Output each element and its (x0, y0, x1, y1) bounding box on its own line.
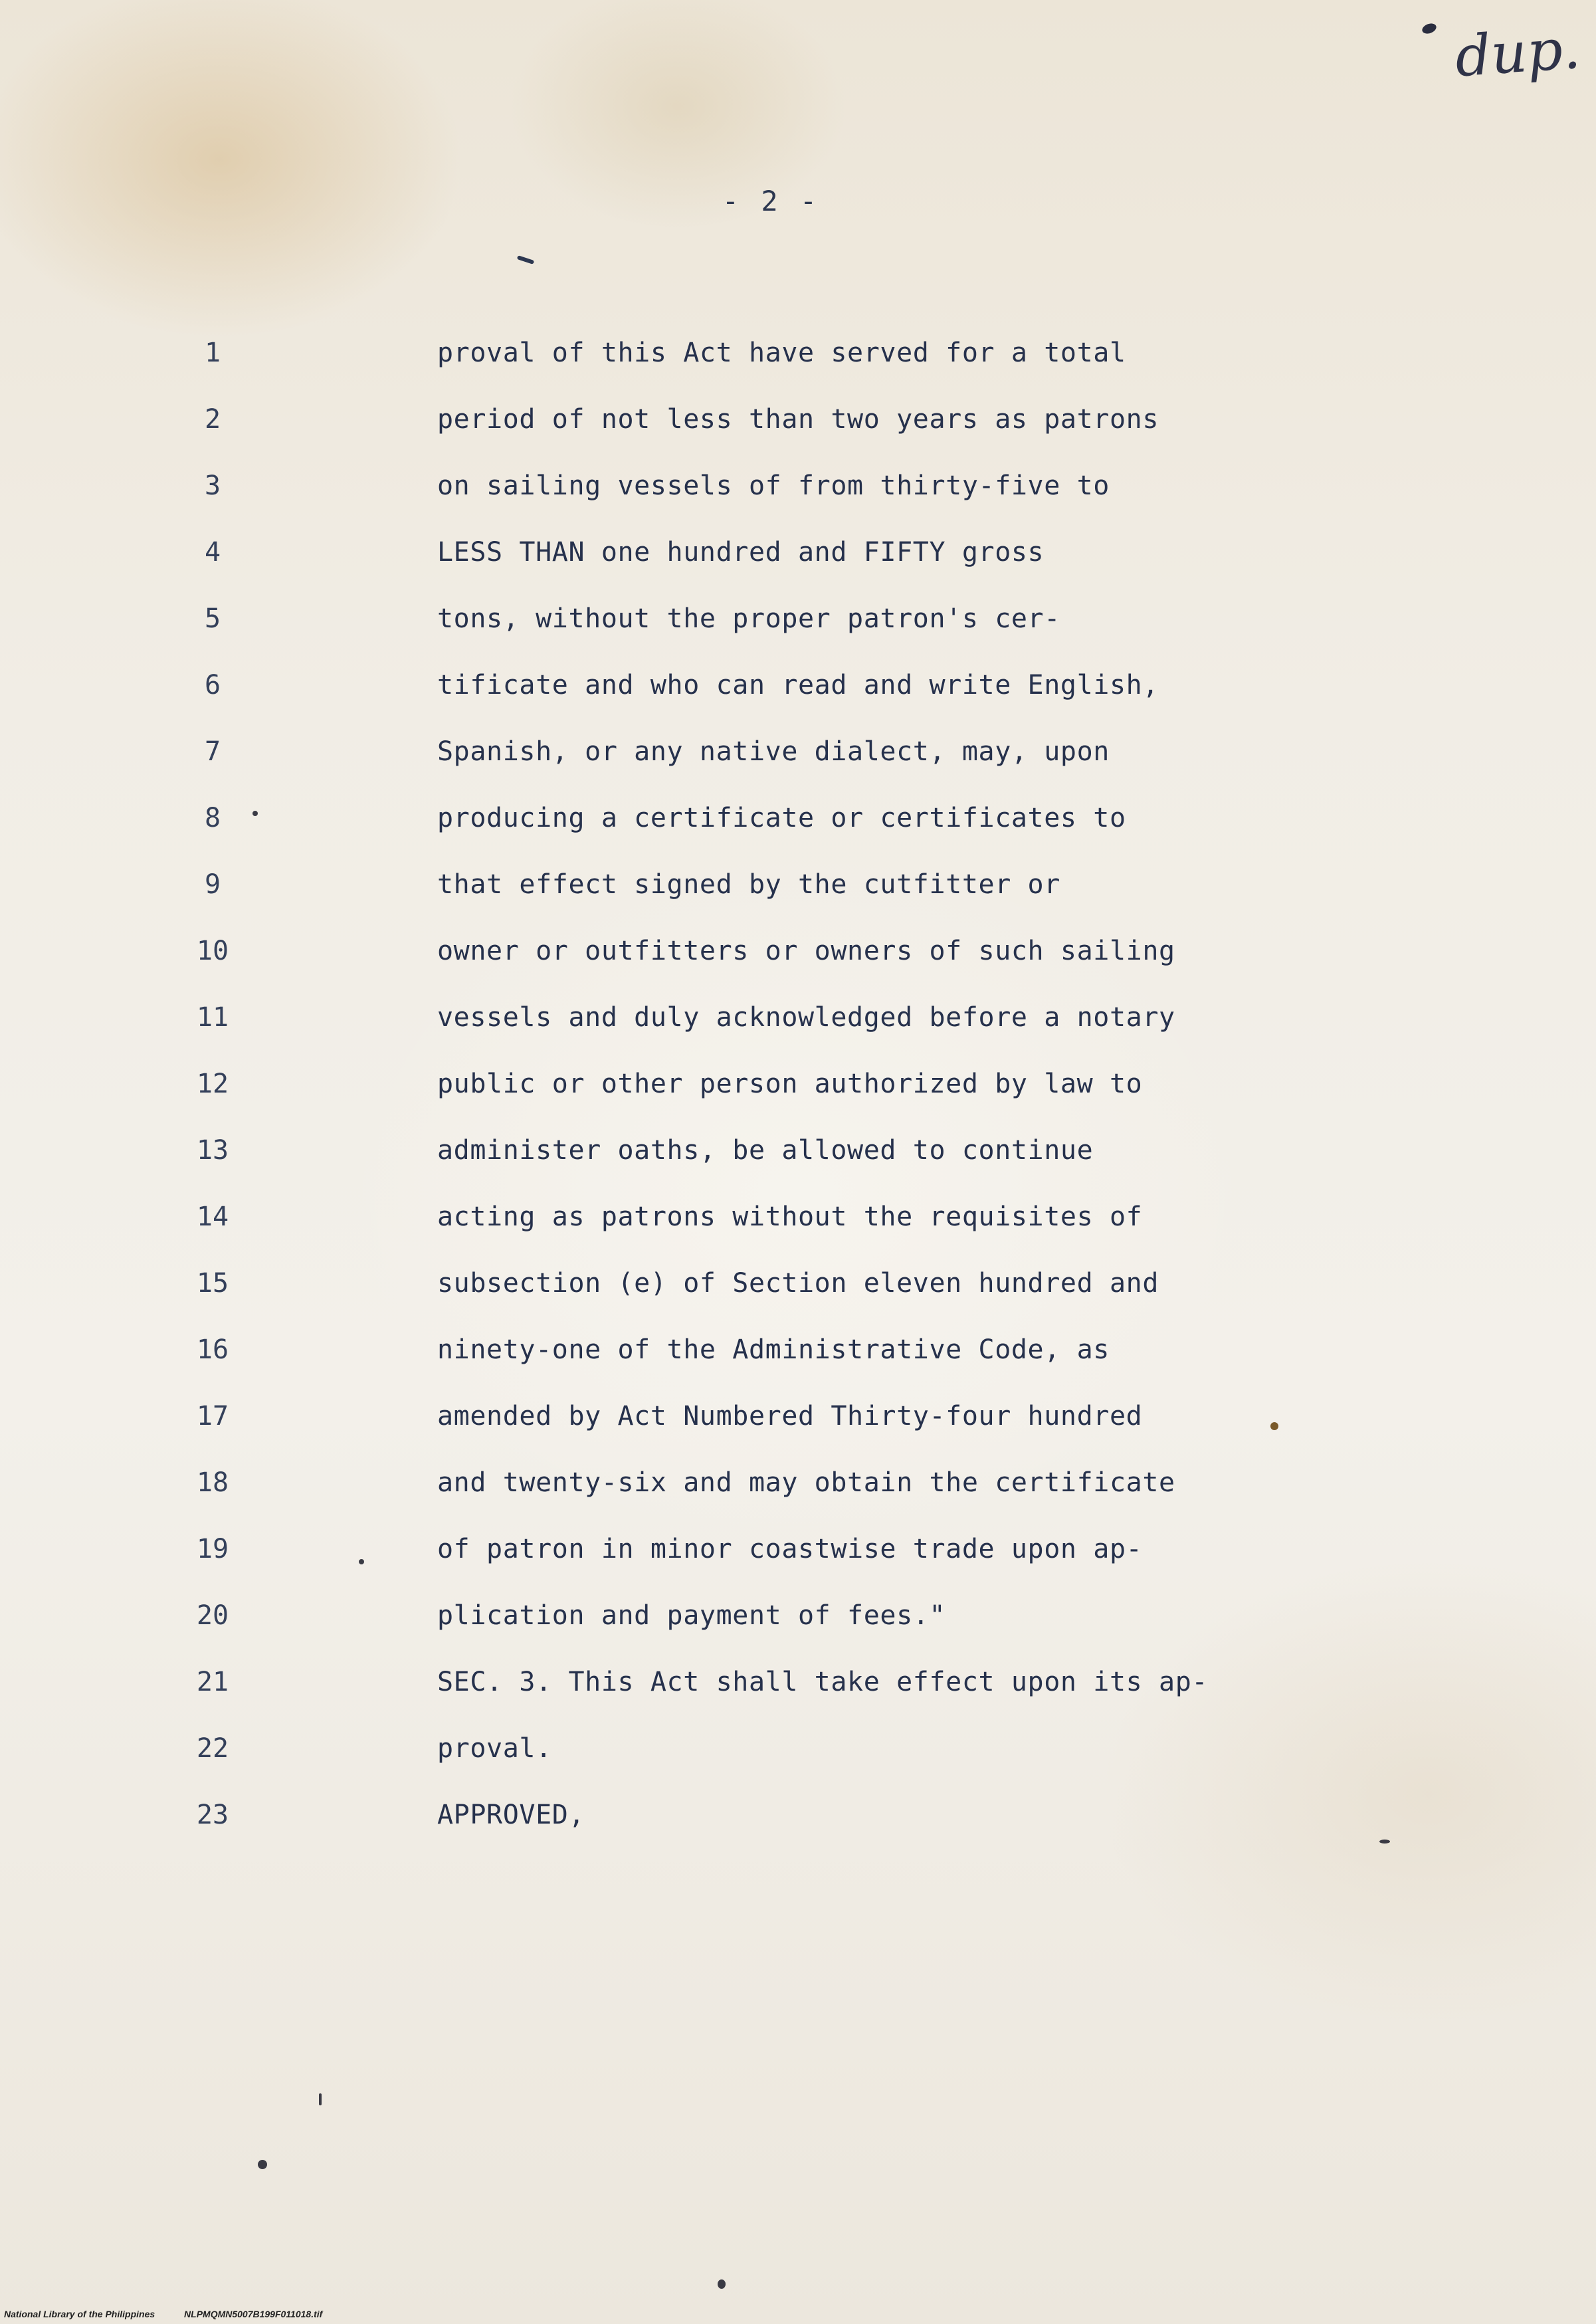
stray-ink-mark (517, 255, 535, 264)
line-text: vessels and duly acknowledged before a notary (437, 1002, 1175, 1033)
line-number: 8 (204, 803, 221, 833)
line-text: subsection (e) of Section eleven hundred and (437, 1268, 1159, 1299)
text-line (0, 1334, 1596, 1374)
line-text: ninety-one of the Administrative Code, as (437, 1334, 1110, 1365)
speck (1270, 1422, 1278, 1430)
text-line (0, 1002, 1596, 1042)
line-number: 18 (196, 1467, 229, 1498)
text-line (0, 1534, 1596, 1574)
text-line (0, 869, 1596, 909)
handwritten-note: dup. (1452, 15, 1583, 90)
line-text: period of not less than two years as patrons (437, 404, 1159, 435)
speck (258, 2160, 267, 2169)
line-text: acting as patrons without the requisites of (437, 1202, 1143, 1232)
text-line (0, 1401, 1596, 1441)
line-number: 14 (196, 1202, 229, 1232)
page-number: - 2 - (722, 185, 820, 217)
line-number: 1 (204, 338, 221, 368)
speck (1379, 1840, 1390, 1844)
text-line (0, 1667, 1596, 1707)
text-line (0, 537, 1596, 577)
line-number: 10 (196, 936, 229, 966)
text-line (0, 1467, 1596, 1507)
line-number: 9 (204, 869, 221, 900)
line-text: on sailing vessels of from thirty-five to (437, 471, 1110, 501)
archive-footer (4, 2309, 349, 2319)
text-line (0, 736, 1596, 776)
line-text: producing a certificate or certificates to (437, 803, 1126, 833)
line-number: 20 (196, 1600, 229, 1631)
speck (359, 1559, 364, 1564)
line-text: and twenty-six and may obtain the certificate (437, 1467, 1175, 1498)
line-text: amended by Act Numbered Thirty-four hundred (437, 1401, 1143, 1431)
text-line (0, 803, 1596, 843)
line-text: LESS THAN one hundred and FIFTY gross (437, 537, 1045, 568)
line-number: 7 (204, 736, 221, 767)
line-number: 16 (196, 1334, 229, 1365)
line-text: administer oaths, be allowed to continue (437, 1135, 1094, 1166)
footer-library: National Library of the Philippines (4, 2309, 155, 2319)
text-line (0, 1069, 1596, 1109)
footer-file-id: NLPMQMN5007B199F011018.tif (184, 2309, 323, 2319)
text-line (0, 1135, 1596, 1175)
line-number: 6 (204, 670, 221, 700)
line-number: 19 (196, 1534, 229, 1564)
line-text: of patron in minor coastwise trade upon ap- (437, 1534, 1143, 1564)
line-text: proval. (437, 1733, 552, 1764)
text-line (0, 338, 1596, 377)
line-number: 23 (196, 1800, 229, 1830)
text-line (0, 670, 1596, 710)
line-text: APPROVED, (437, 1800, 585, 1830)
text-line (0, 1800, 1596, 1840)
text-line (0, 471, 1596, 510)
line-number: 17 (196, 1401, 229, 1431)
speck (718, 2279, 726, 2289)
text-line (0, 1733, 1596, 1773)
line-number: 22 (196, 1733, 229, 1764)
line-number: 3 (204, 471, 221, 501)
line-number: 5 (204, 603, 221, 634)
line-text: tons, without the proper patron's cer- (437, 603, 1060, 634)
line-number: 21 (196, 1667, 229, 1697)
line-number: 11 (196, 1002, 229, 1033)
line-text: SEC. 3. This Act shall take effect upon its ap- (437, 1667, 1209, 1697)
text-line (0, 936, 1596, 976)
line-number: 13 (196, 1135, 229, 1166)
line-text: public or other person authorized by law to (437, 1069, 1143, 1099)
speck (252, 811, 258, 816)
line-number: 4 (204, 537, 221, 568)
speck (319, 2093, 322, 2105)
line-text: that effect signed by the cutfitter or (437, 869, 1060, 900)
text-line (0, 404, 1596, 444)
line-text: owner or outfitters or owners of such sailing (437, 936, 1175, 966)
line-text: plication and payment of fees." (437, 1600, 946, 1631)
line-text: tificate and who can read and write English, (437, 670, 1159, 700)
ink-dot (1421, 22, 1437, 36)
text-line (0, 603, 1596, 643)
line-text: proval of this Act have served for a total (437, 338, 1126, 368)
line-number: 15 (196, 1268, 229, 1299)
text-line (0, 1600, 1596, 1640)
text-line (0, 1202, 1596, 1241)
text-line (0, 1268, 1596, 1308)
line-text: Spanish, or any native dialect, may, upon (437, 736, 1110, 767)
line-number: 2 (204, 404, 221, 435)
line-number: 12 (196, 1069, 229, 1099)
